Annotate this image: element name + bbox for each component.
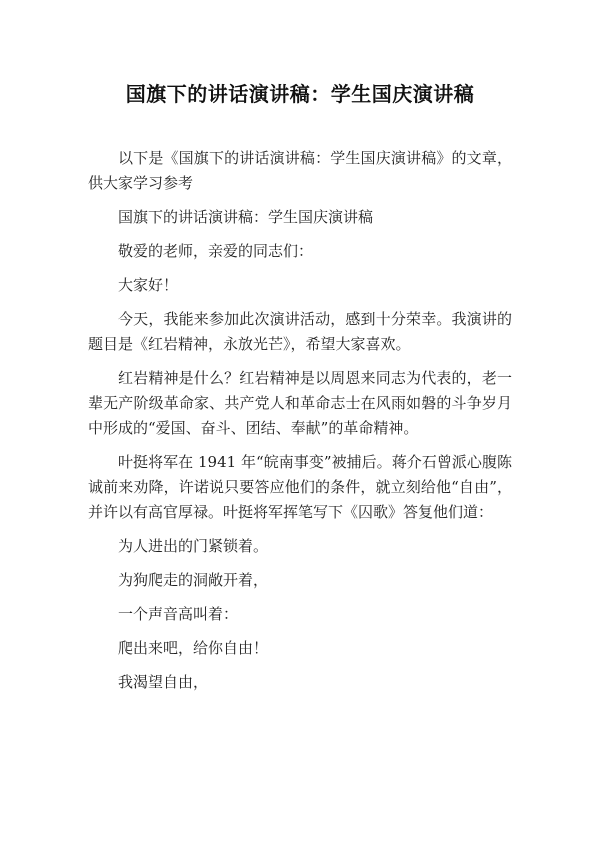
document-body [88,146,512,704]
paragraph-salutation: 敬爱的老师，亲爱的同志们： [118,242,314,260]
poem-line: 一个声音高叫着： [118,605,239,623]
paragraph-subtitle: 国旗下的讲话演讲稿：学生国庆演讲稿 [118,208,374,226]
paragraph-red-rock-spirit: 红岩精神是什么？红岩精神是以周恩来同志为代表的，老一辈无产阶级革命家、共产党人和革命志士在风雨如磐的斗争岁月中形成的“爱国、奋斗、团结、奉献”的革命精神。 [88,369,512,437]
document-title: 国旗下的讲话演讲稿：学生国庆演讲稿 [125,82,475,106]
poem-line: 我渴望自由， [118,673,209,691]
poem-line: 爬出来吧，给你自由！ [118,639,269,657]
paragraph-greeting: 大家好！ [118,276,179,294]
paragraph-intro: 以下是《国旗下的讲话演讲稿：学生国庆演讲稿》的文章，供大家学习参考 [88,149,512,192]
paragraph-ye-ting: 叶挺将军在 1941 年“皖南事变”被捕后。蒋介石曾派心腹陈诚前来劝降，许诺说只要答应他们的条件，就立刻给他“自由”，并许以有高官厚禄。叶挺将军挥笔写下《囚歌》答复他们道： [88,453,512,521]
paragraph-opening: 今天，我能来参加此次演讲活动，感到十分荣幸。我演讲的题目是《红岩精神，永放光芒》，希望大家喜欢。 [88,310,512,353]
poem-line: 为人进出的门紧锁着。 [118,537,269,555]
poem-line: 为狗爬走的洞敞开着， [118,571,269,589]
